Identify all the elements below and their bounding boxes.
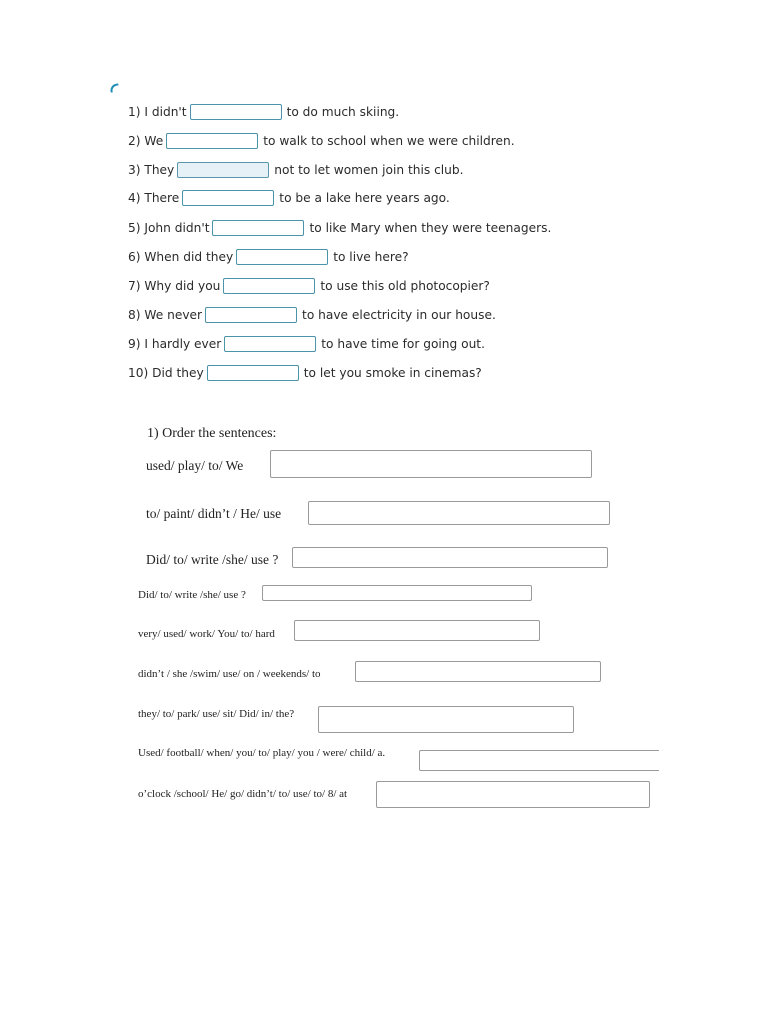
sentence-start: 9) I hardly ever xyxy=(128,337,222,351)
scrambled-sentence: they/ to/ park/ use/ sit/ Did/ in/ the? xyxy=(138,708,295,720)
section-title: 1) Order the sentences: xyxy=(147,426,277,441)
answer-input[interactable] xyxy=(207,365,299,381)
sentence-end: to have time for going out. xyxy=(321,337,485,351)
sentence-start: 2) We xyxy=(128,134,164,148)
sentence-start: 3) They xyxy=(128,163,175,177)
answer-box[interactable] xyxy=(355,661,601,682)
answer-box[interactable] xyxy=(318,706,574,733)
sentence-end: to use this old photocopier? xyxy=(320,279,490,293)
answer-input[interactable] xyxy=(190,104,282,120)
answer-input[interactable] xyxy=(224,336,316,352)
gap-fill-row xyxy=(128,334,485,354)
sentence-end: to have electricity in our house. xyxy=(302,308,496,322)
gap-fill-row xyxy=(128,131,515,151)
sentence-end: to be a lake here years ago. xyxy=(279,191,450,205)
sentence-end: to do much skiing. xyxy=(286,105,400,119)
answer-input[interactable] xyxy=(212,220,304,236)
scrambled-sentence: to/ paint/ didn’t / He/ use xyxy=(146,506,282,521)
answer-box[interactable] xyxy=(262,585,532,601)
scrambled-sentence: used/ play/ to/ We xyxy=(146,458,244,473)
scrambled-sentence: Did/ to/ write /she/ use ? xyxy=(146,552,279,567)
scrambled-sentence: very/ used/ work/ You/ to/ hard xyxy=(138,628,275,640)
gap-fill-row xyxy=(128,276,490,296)
scrambled-sentence: didn’t / she /swim/ use/ on / weekends/ to xyxy=(138,668,321,680)
gap-fill-row xyxy=(128,218,551,238)
answer-input[interactable] xyxy=(236,249,328,265)
sentence-start: 1) I didn't xyxy=(128,105,187,119)
answer-box[interactable] xyxy=(292,547,608,568)
answer-box[interactable] xyxy=(294,620,540,641)
sentence-end: to like Mary when they were teenagers. xyxy=(309,221,552,235)
answer-box[interactable] xyxy=(270,450,592,478)
sentence-start: 10) Did they xyxy=(128,366,204,380)
answer-input[interactable] xyxy=(205,307,297,323)
checkmark-icon xyxy=(109,83,119,92)
sentence-start: 6) When did they xyxy=(128,250,234,264)
gap-fill-row xyxy=(128,102,399,122)
sentence-end: to walk to school when we were children. xyxy=(263,134,515,148)
answer-input[interactable] xyxy=(177,162,269,178)
sentence-end: to let you smoke in cinemas? xyxy=(303,366,482,380)
scrambled-sentence: o’clock /school/ He/ go/ didn’t/ to/ use/ to/ 8/ at xyxy=(138,788,348,800)
sentence-start: 8) We never xyxy=(128,308,203,322)
answer-box[interactable] xyxy=(376,781,650,808)
gap-fill-row xyxy=(128,305,496,325)
sentence-start: 5) John didn't xyxy=(128,221,210,235)
answer-input[interactable] xyxy=(182,190,274,206)
scrambled-sentence: Used/ football/ when/ you/ to/ play/ you / were/ child/ a. xyxy=(138,747,386,759)
gap-fill-row xyxy=(128,363,482,383)
gap-fill-row xyxy=(128,188,450,208)
answer-input[interactable] xyxy=(166,133,258,149)
gap-fill-row xyxy=(128,247,409,267)
answer-box[interactable] xyxy=(419,750,659,771)
sentence-end: to live here? xyxy=(333,250,409,264)
sentence-end: not to let women join this club. xyxy=(274,163,464,177)
gap-fill-row xyxy=(128,160,464,180)
sentence-start: 7) Why did you xyxy=(128,279,221,293)
scrambled-sentence: Did/ to/ write /she/ use ? xyxy=(138,589,246,601)
sentence-start: 4) There xyxy=(128,191,180,205)
answer-box[interactable] xyxy=(308,501,610,525)
answer-input[interactable] xyxy=(223,278,315,294)
